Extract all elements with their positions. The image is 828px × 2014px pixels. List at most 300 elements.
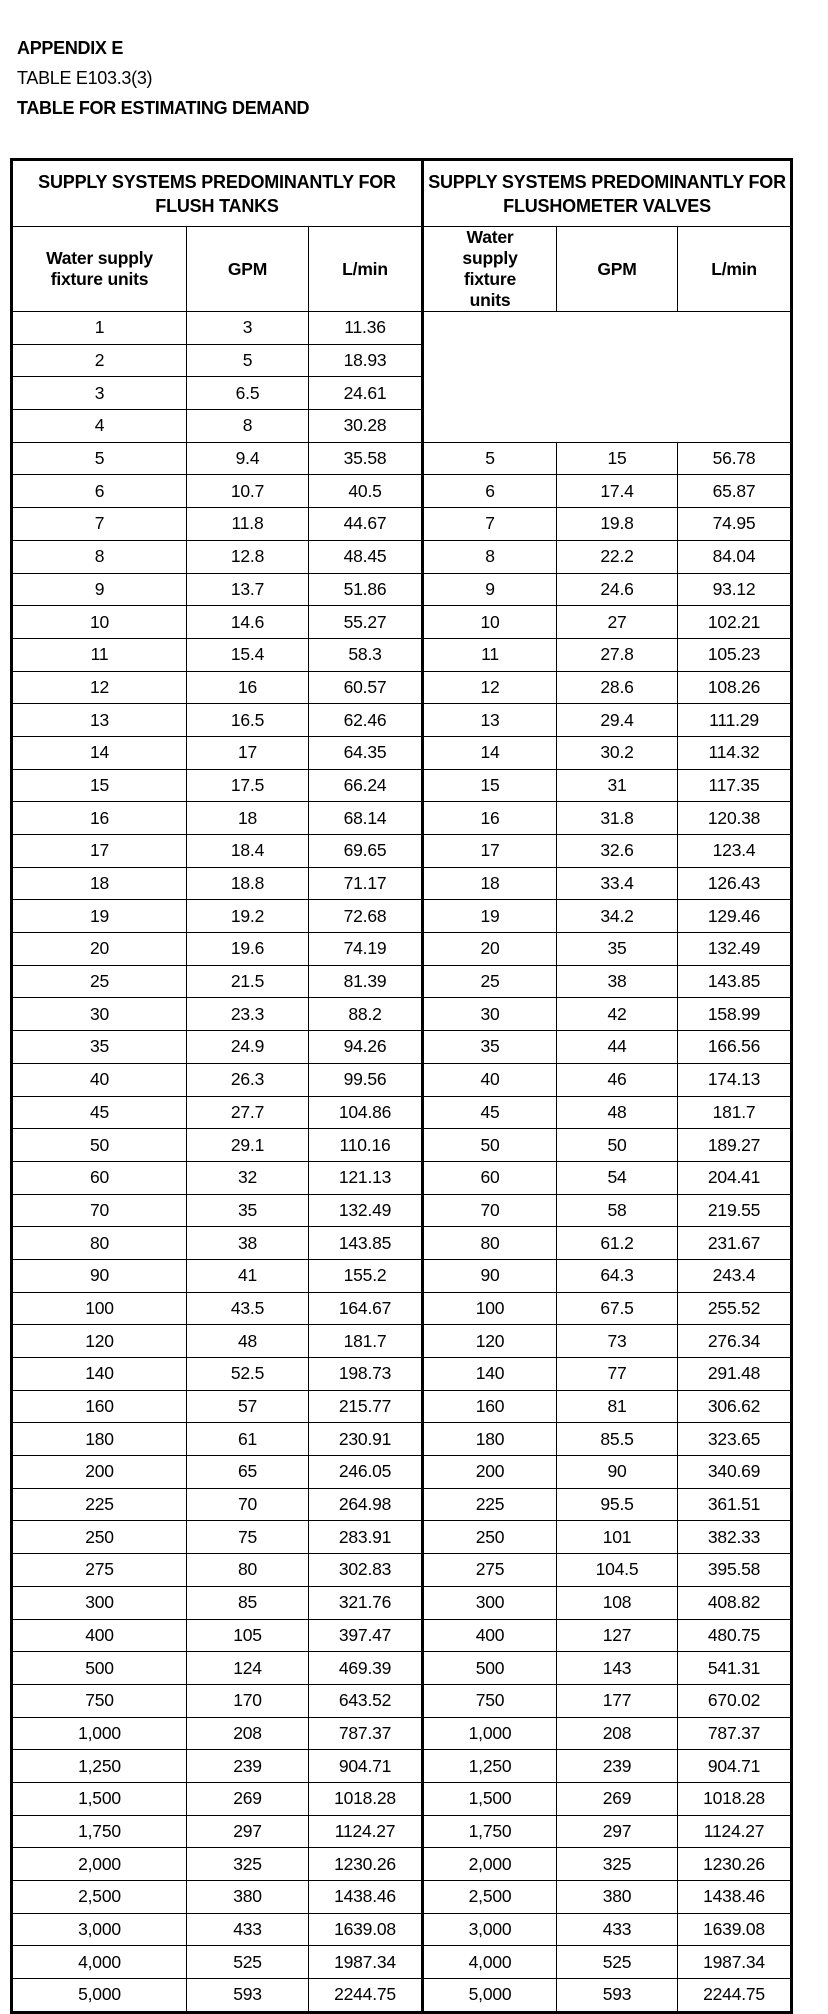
flushometer-cell: 46: [557, 1063, 678, 1096]
section-title-line: FLUSH TANKS: [155, 195, 279, 216]
flush-tanks-cell: 170: [187, 1684, 309, 1717]
column-header-fixture-units-left: Water supply fixture units: [12, 227, 187, 312]
flush-tanks-cell: 525: [187, 1946, 309, 1979]
flushometer-cell: 408.82: [678, 1586, 792, 1619]
flushometer-cell: 117.35: [678, 769, 792, 802]
flush-tanks-cell: 12: [12, 671, 187, 704]
flushometer-cell: 40: [423, 1063, 557, 1096]
flushometer-cell: 101: [557, 1521, 678, 1554]
flushometer-cell: 2,000: [423, 1848, 557, 1881]
flushometer-cell: 750: [423, 1684, 557, 1717]
flush-tanks-cell: 40.5: [309, 475, 423, 508]
flush-tanks-cell: 100: [12, 1292, 187, 1325]
flush-tanks-cell: 269: [187, 1782, 309, 1815]
flushometer-cell: 166.56: [678, 1031, 792, 1064]
flushometer-cell: 123.4: [678, 835, 792, 868]
flushometer-cell: 95.5: [557, 1488, 678, 1521]
table-row: [12, 933, 792, 966]
flush-tanks-cell: 55.27: [309, 606, 423, 639]
flushometer-cell: 14: [423, 736, 557, 769]
flushometer-cell: 276.34: [678, 1325, 792, 1358]
flush-tanks-cell: 18: [12, 867, 187, 900]
flush-tanks-cell: 325: [187, 1848, 309, 1881]
flush-tanks-cell: 41: [187, 1259, 309, 1292]
flushometer-cell: 181.7: [678, 1096, 792, 1129]
flush-tanks-cell: 21.5: [187, 965, 309, 998]
flushometer-cell: 15: [423, 769, 557, 802]
flush-tanks-cell: 40: [12, 1063, 187, 1096]
flushometer-cell: 111.29: [678, 704, 792, 737]
flushometer-cell: 127: [557, 1619, 678, 1652]
flushometer-cell: 200: [423, 1456, 557, 1489]
flushometer-cell: 189.27: [678, 1129, 792, 1162]
table-row: [12, 1881, 792, 1914]
flush-tanks-cell: 4,000: [12, 1946, 187, 1979]
flushometer-cell: 1,750: [423, 1815, 557, 1848]
flushometer-cell: 44: [557, 1031, 678, 1064]
flushometer-cell: 158.99: [678, 998, 792, 1031]
flush-tanks-cell: 5: [187, 344, 309, 377]
flush-tanks-cell: 58.3: [309, 638, 423, 671]
flush-tanks-cell: 99.56: [309, 1063, 423, 1096]
flush-tanks-cell: 6: [12, 475, 187, 508]
flushometer-cell: 177: [557, 1684, 678, 1717]
flushometer-cell: 34.2: [557, 900, 678, 933]
flush-tanks-cell: 90: [12, 1259, 187, 1292]
flushometer-cell: 30: [423, 998, 557, 1031]
flush-tanks-cell: 30: [12, 998, 187, 1031]
table-row: [12, 671, 792, 704]
table-row: [12, 1259, 792, 1292]
flush-tanks-cell: 18.93: [309, 344, 423, 377]
flush-tanks-cell: 121.13: [309, 1161, 423, 1194]
flush-tanks-cell: 17: [12, 835, 187, 868]
flush-tanks-cell: 1230.26: [309, 1848, 423, 1881]
flushometer-cell: 291.48: [678, 1358, 792, 1391]
table-row: [12, 1358, 792, 1391]
flush-tanks-cell: 11: [12, 638, 187, 671]
flush-tanks-cell: 246.05: [309, 1456, 423, 1489]
column-header-gpm-right: GPM: [557, 227, 678, 312]
flushometer-cell: 16: [423, 802, 557, 835]
flushometer-cell: 225: [423, 1488, 557, 1521]
flushometer-empty-region: [423, 312, 792, 443]
flush-tanks-cell: 27.7: [187, 1096, 309, 1129]
flush-tanks-cell: 65: [187, 1456, 309, 1489]
table-row: [12, 508, 792, 541]
flushometer-cell: 114.32: [678, 736, 792, 769]
flushometer-cell: 1124.27: [678, 1815, 792, 1848]
table-row: [12, 1194, 792, 1227]
flushometer-cell: 11: [423, 638, 557, 671]
table-row: [12, 1129, 792, 1162]
flushometer-cell: 1,250: [423, 1750, 557, 1783]
flushometer-cell: 129.46: [678, 900, 792, 933]
flushometer-cell: 7: [423, 508, 557, 541]
flush-tanks-cell: 24.9: [187, 1031, 309, 1064]
flush-tanks-cell: 9: [12, 573, 187, 606]
flushometer-cell: 5,000: [423, 1979, 557, 2013]
flushometer-cell: 38: [557, 965, 678, 998]
flush-tanks-cell: 787.37: [309, 1717, 423, 1750]
flushometer-cell: 15: [557, 442, 678, 475]
flush-tanks-cell: 1438.46: [309, 1881, 423, 1914]
flushometer-cell: 50: [557, 1129, 678, 1162]
flush-tanks-cell: 35: [187, 1194, 309, 1227]
flush-tanks-cell: 70: [187, 1488, 309, 1521]
table-row: [12, 1292, 792, 1325]
flushometer-cell: 174.13: [678, 1063, 792, 1096]
flushometer-cell: 239: [557, 1750, 678, 1783]
flush-tanks-cell: 124: [187, 1652, 309, 1685]
flush-tanks-cell: 3: [12, 377, 187, 410]
table-row: [12, 704, 792, 737]
flushometer-cell: 1018.28: [678, 1782, 792, 1815]
flush-tanks-cell: 1,750: [12, 1815, 187, 1848]
flushometer-cell: 24.6: [557, 573, 678, 606]
flushometer-cell: 433: [557, 1913, 678, 1946]
flushometer-cell: 541.31: [678, 1652, 792, 1685]
flushometer-cell: 17.4: [557, 475, 678, 508]
flush-tanks-cell: 164.67: [309, 1292, 423, 1325]
table-row: [12, 900, 792, 933]
flush-tanks-cell: 14: [12, 736, 187, 769]
flush-tanks-cell: 5: [12, 442, 187, 475]
flushometer-cell: 5: [423, 442, 557, 475]
table-row: [12, 1554, 792, 1587]
flushometer-cell: 300: [423, 1586, 557, 1619]
flush-tanks-cell: 94.26: [309, 1031, 423, 1064]
flush-tanks-cell: 23.3: [187, 998, 309, 1031]
flushometer-cell: 31.8: [557, 802, 678, 835]
flush-tanks-cell: 38: [187, 1227, 309, 1260]
flushometer-cell: 61.2: [557, 1227, 678, 1260]
flushometer-cell: 104.5: [557, 1554, 678, 1587]
flush-tanks-cell: 80: [187, 1554, 309, 1587]
demand-table: [10, 158, 793, 2014]
flush-tanks-cell: 4: [12, 410, 187, 443]
flushometer-cell: 143.85: [678, 965, 792, 998]
flushometer-cell: 3,000: [423, 1913, 557, 1946]
table-row: [12, 442, 792, 475]
flush-tanks-cell: 400: [12, 1619, 187, 1652]
table-row: [12, 1161, 792, 1194]
flushometer-cell: 10: [423, 606, 557, 639]
flush-tanks-cell: 200: [12, 1456, 187, 1489]
flushometer-cell: 74.95: [678, 508, 792, 541]
section-header-row: [12, 160, 792, 227]
flushometer-cell: 340.69: [678, 1456, 792, 1489]
flush-tanks-cell: 904.71: [309, 1750, 423, 1783]
flush-tanks-cell: 18.4: [187, 835, 309, 868]
table-row: [12, 540, 792, 573]
flush-tanks-cell: 60.57: [309, 671, 423, 704]
flush-tanks-cell: 8: [187, 410, 309, 443]
flush-tanks-cell: 208: [187, 1717, 309, 1750]
flushometer-cell: 50: [423, 1129, 557, 1162]
flush-tanks-cell: 62.46: [309, 704, 423, 737]
column-header-gpm-left: GPM: [187, 227, 309, 312]
flushometer-cell: 28.6: [557, 671, 678, 704]
table-row: [12, 769, 792, 802]
flushometer-cell: 90: [557, 1456, 678, 1489]
flushometer-cell: 400: [423, 1619, 557, 1652]
table-row: [12, 1096, 792, 1129]
flushometer-cell: 204.41: [678, 1161, 792, 1194]
flush-tanks-cell: 69.65: [309, 835, 423, 868]
flushometer-cell: 380: [557, 1881, 678, 1914]
flushometer-cell: 2244.75: [678, 1979, 792, 2013]
flush-tanks-cell: 3,000: [12, 1913, 187, 1946]
flushometer-cell: 143: [557, 1652, 678, 1685]
table-row: [12, 1717, 792, 1750]
flushometer-cell: 255.52: [678, 1292, 792, 1325]
flush-tanks-cell: 19.2: [187, 900, 309, 933]
flushometer-cell: 84.04: [678, 540, 792, 573]
flush-tanks-cell: 297: [187, 1815, 309, 1848]
flush-tanks-cell: 132.49: [309, 1194, 423, 1227]
column-header-row: [12, 227, 792, 312]
flush-tanks-cell: 32: [187, 1161, 309, 1194]
flushometer-cell: 6: [423, 475, 557, 508]
flush-tanks-cell: 5,000: [12, 1979, 187, 2013]
flush-tanks-cell: 26.3: [187, 1063, 309, 1096]
flush-tanks-cell: 283.91: [309, 1521, 423, 1554]
table-row: [12, 1227, 792, 1260]
table-row: [12, 835, 792, 868]
flushometer-cell: 32.6: [557, 835, 678, 868]
flushometer-cell: 480.75: [678, 1619, 792, 1652]
flush-tanks-cell: 3: [187, 312, 309, 345]
flushometer-cell: 67.5: [557, 1292, 678, 1325]
flush-tanks-cell: 1987.34: [309, 1946, 423, 1979]
flush-tanks-cell: 12.8: [187, 540, 309, 573]
flushometer-cell: 58: [557, 1194, 678, 1227]
flush-tanks-cell: 225: [12, 1488, 187, 1521]
flush-tanks-cell: 2,500: [12, 1881, 187, 1914]
flush-tanks-cell: 1124.27: [309, 1815, 423, 1848]
flushometer-cell: 54: [557, 1161, 678, 1194]
flush-tanks-cell: 380: [187, 1881, 309, 1914]
flushometer-cell: 231.67: [678, 1227, 792, 1260]
table-row: [12, 802, 792, 835]
table-row: [12, 867, 792, 900]
flushometer-cell: 108: [557, 1586, 678, 1619]
flushometer-cell: 64.3: [557, 1259, 678, 1292]
flushometer-cell: 2,500: [423, 1881, 557, 1914]
table-row: [12, 1815, 792, 1848]
flush-tanks-cell: 29.1: [187, 1129, 309, 1162]
flushometer-cell: 31: [557, 769, 678, 802]
section-header-flush-tanks: [12, 160, 423, 227]
table-row: [12, 736, 792, 769]
flush-tanks-cell: 85: [187, 1586, 309, 1619]
flushometer-cell: 29.4: [557, 704, 678, 737]
appendix-heading: APPENDIX E: [17, 38, 124, 58]
flushometer-cell: 48: [557, 1096, 678, 1129]
flush-tanks-cell: 7: [12, 508, 187, 541]
flush-tanks-cell: 44.67: [309, 508, 423, 541]
table-row: [12, 965, 792, 998]
flush-tanks-cell: 60: [12, 1161, 187, 1194]
table-row: [12, 1063, 792, 1096]
table-row: [12, 1848, 792, 1881]
flushometer-cell: 4,000: [423, 1946, 557, 1979]
flushometer-cell: 102.21: [678, 606, 792, 639]
flush-tanks-cell: 48.45: [309, 540, 423, 573]
flushometer-cell: 19.8: [557, 508, 678, 541]
flushometer-cell: 45: [423, 1096, 557, 1129]
flush-tanks-cell: 35.58: [309, 442, 423, 475]
flush-tanks-cell: 239: [187, 1750, 309, 1783]
flush-tanks-cell: 20: [12, 933, 187, 966]
flushometer-cell: 35: [423, 1031, 557, 1064]
flushometer-cell: 325: [557, 1848, 678, 1881]
flushometer-cell: 100: [423, 1292, 557, 1325]
flush-tanks-cell: 140: [12, 1358, 187, 1391]
flush-tanks-cell: 45: [12, 1096, 187, 1129]
table-row: [12, 606, 792, 639]
flushometer-cell: 80: [423, 1227, 557, 1260]
flushometer-cell: 105.23: [678, 638, 792, 671]
table-row: [12, 998, 792, 1031]
flush-tanks-cell: 51.86: [309, 573, 423, 606]
flushometer-cell: 593: [557, 1979, 678, 2013]
flush-tanks-cell: 80: [12, 1227, 187, 1260]
flushometer-cell: 306.62: [678, 1390, 792, 1423]
flushometer-cell: 56.78: [678, 442, 792, 475]
table-row: [12, 1488, 792, 1521]
flush-tanks-cell: 143.85: [309, 1227, 423, 1260]
flushometer-cell: 1987.34: [678, 1946, 792, 1979]
table-title: TABLE FOR ESTIMATING DEMAND: [17, 98, 310, 118]
table-row: [12, 1979, 792, 2013]
flush-tanks-cell: 750: [12, 1684, 187, 1717]
flush-tanks-cell: 19.6: [187, 933, 309, 966]
flushometer-cell: 1,500: [423, 1782, 557, 1815]
flushometer-cell: 19: [423, 900, 557, 933]
flushometer-cell: 108.26: [678, 671, 792, 704]
flush-tanks-cell: 18.8: [187, 867, 309, 900]
flush-tanks-cell: 1,250: [12, 1750, 187, 1783]
flushometer-cell: 27: [557, 606, 678, 639]
table-row: [12, 638, 792, 671]
flushometer-cell: 25: [423, 965, 557, 998]
table-number: TABLE E103.3(3): [17, 68, 153, 88]
flush-tanks-cell: 74.19: [309, 933, 423, 966]
table-row: [12, 1031, 792, 1064]
flush-tanks-cell: 11.36: [309, 312, 423, 345]
flush-tanks-cell: 13: [12, 704, 187, 737]
flushometer-cell: 70: [423, 1194, 557, 1227]
table-row: [12, 1325, 792, 1358]
flush-tanks-cell: 50: [12, 1129, 187, 1162]
flush-tanks-cell: 1018.28: [309, 1782, 423, 1815]
flushometer-cell: 160: [423, 1390, 557, 1423]
table-row: [12, 1456, 792, 1489]
table-row: [12, 1750, 792, 1783]
flush-tanks-cell: 11.8: [187, 508, 309, 541]
table-row: [12, 573, 792, 606]
flushometer-cell: 85.5: [557, 1423, 678, 1456]
section-title-line: SUPPLY SYSTEMS PREDOMINANTLY FOR: [428, 171, 786, 192]
flushometer-cell: 525: [557, 1946, 678, 1979]
flushometer-cell: 90: [423, 1259, 557, 1292]
section-header-flushometer-valves: [423, 160, 792, 227]
flush-tanks-cell: 81.39: [309, 965, 423, 998]
section-title-line: SUPPLY SYSTEMS PREDOMINANTLY FOR: [38, 171, 396, 192]
flush-tanks-cell: 264.98: [309, 1488, 423, 1521]
flushometer-cell: 30.2: [557, 736, 678, 769]
flush-tanks-cell: 250: [12, 1521, 187, 1554]
table-row: [12, 1946, 792, 1979]
flush-tanks-cell: 1,000: [12, 1717, 187, 1750]
flush-tanks-cell: 15.4: [187, 638, 309, 671]
flush-tanks-cell: 397.47: [309, 1619, 423, 1652]
flushometer-cell: 20: [423, 933, 557, 966]
flush-tanks-cell: 433: [187, 1913, 309, 1946]
flush-tanks-cell: 68.14: [309, 802, 423, 835]
flushometer-cell: 382.33: [678, 1521, 792, 1554]
table-row: [12, 1652, 792, 1685]
table-row: [12, 1521, 792, 1554]
flush-tanks-cell: 593: [187, 1979, 309, 2013]
flush-tanks-cell: 61: [187, 1423, 309, 1456]
flush-tanks-cell: 15: [12, 769, 187, 802]
flushometer-cell: 297: [557, 1815, 678, 1848]
section-title-line: FLUSHOMETER VALVES: [503, 195, 711, 216]
flushometer-cell: 33.4: [557, 867, 678, 900]
flush-tanks-cell: 70: [12, 1194, 187, 1227]
flush-tanks-cell: 17: [187, 736, 309, 769]
column-header-lmin-left: L/min: [309, 227, 423, 312]
flush-tanks-cell: 105: [187, 1619, 309, 1652]
flushometer-cell: 361.51: [678, 1488, 792, 1521]
flush-tanks-cell: 643.52: [309, 1684, 423, 1717]
flush-tanks-cell: 10: [12, 606, 187, 639]
flushometer-cell: 323.65: [678, 1423, 792, 1456]
flushometer-cell: 132.49: [678, 933, 792, 966]
flush-tanks-cell: 13.7: [187, 573, 309, 606]
flush-tanks-cell: 10.7: [187, 475, 309, 508]
flush-tanks-cell: 25: [12, 965, 187, 998]
flushometer-cell: 500: [423, 1652, 557, 1685]
flush-tanks-cell: 75: [187, 1521, 309, 1554]
flushometer-cell: 787.37: [678, 1717, 792, 1750]
flush-tanks-cell: 198.73: [309, 1358, 423, 1391]
flushometer-cell: 27.8: [557, 638, 678, 671]
flushometer-cell: 93.12: [678, 573, 792, 606]
flush-tanks-cell: 181.7: [309, 1325, 423, 1358]
flushometer-cell: 73: [557, 1325, 678, 1358]
flushometer-cell: 120.38: [678, 802, 792, 835]
flushometer-cell: 243.4: [678, 1259, 792, 1292]
flush-tanks-cell: 110.16: [309, 1129, 423, 1162]
flush-tanks-cell: 14.6: [187, 606, 309, 639]
flush-tanks-cell: 43.5: [187, 1292, 309, 1325]
flush-tanks-cell: 302.83: [309, 1554, 423, 1587]
flushometer-cell: 8: [423, 540, 557, 573]
table-row: [12, 1586, 792, 1619]
flush-tanks-cell: 230.91: [309, 1423, 423, 1456]
flush-tanks-cell: 52.5: [187, 1358, 309, 1391]
flushometer-cell: 22.2: [557, 540, 678, 573]
flushometer-cell: 1,000: [423, 1717, 557, 1750]
flush-tanks-cell: 300: [12, 1586, 187, 1619]
flushometer-cell: 140: [423, 1358, 557, 1391]
flushometer-cell: 81: [557, 1390, 678, 1423]
flushometer-cell: 250: [423, 1521, 557, 1554]
